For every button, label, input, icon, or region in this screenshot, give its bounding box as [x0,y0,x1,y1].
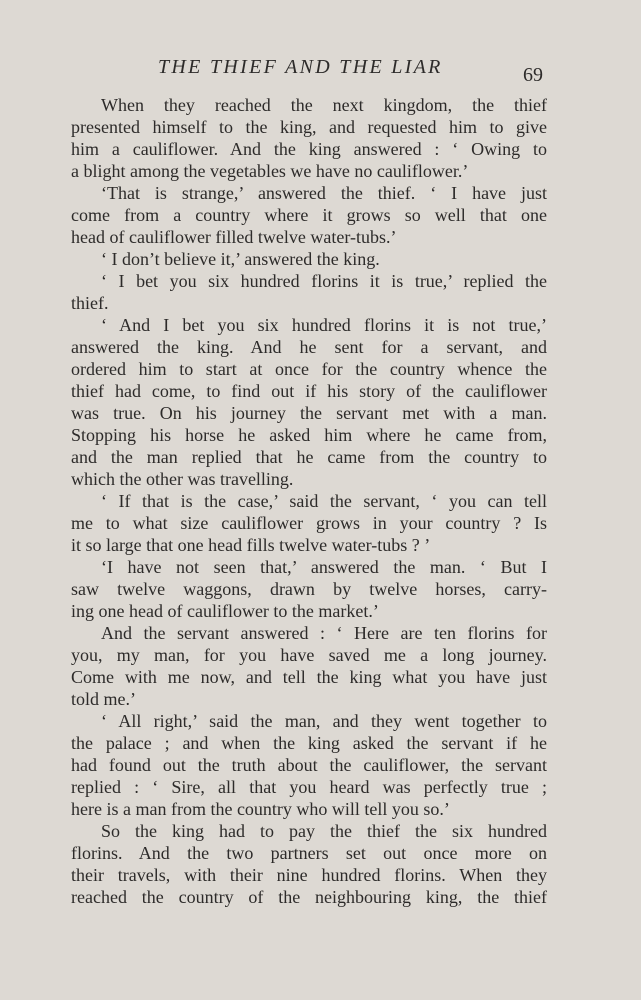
running-title: THE THIEF AND THE LIAR [158,56,443,78]
text-line: their travels, with their nine hundred florins. When they [71,865,547,885]
text-line: and the man replied that he came from the country to [71,447,547,467]
text-line: a blight among the vegetables we have no cauliflower.’ [71,161,469,181]
running-header [0,56,641,90]
text-line: ‘ All right,’ said the man, and they went together to [101,711,547,731]
text-line: ing one head of cauliflower to the market.’ [71,601,379,621]
text-line: ‘ I bet you six hundred florins it is true,’ replied the [101,271,547,291]
text-line: answered the king. And he sent for a servant, and [71,337,547,357]
text-line: replied : ‘ Sire, all that you heard was perfectly true ; [71,777,547,797]
text-line: thief. [71,293,109,313]
text-line: ‘ If that is the case,’ said the servant, ‘ you can tell [101,491,547,511]
text-line: ‘That is strange,’ answered the thief. ‘ I have just [101,183,547,203]
text-line: When they reached the next kingdom, the thief [101,95,547,115]
text-line: the palace ; and when the king asked the servant if he [71,733,547,753]
text-line: was true. On his journey the servant met with a man. [71,403,547,423]
text-line: me to what size cauliflower grows in your country ? Is [71,513,547,533]
text-line: Stopping his horse he asked him where he came from, [71,425,547,445]
text-line: you, my man, for you have saved me a long journey. [71,645,547,665]
text-line: here is a man from the country who will tell you so.’ [71,799,450,819]
text-line: presented himself to the king, and requested him to give [71,117,547,137]
text-line: reached the country of the neighbouring king, the thief [71,887,547,907]
text-line: ‘ And I bet you six hundred florins it is not true,’ [101,315,547,335]
text-line: So the king had to pay the thief the six hundred [101,821,547,841]
text-line: thief had come, to find out if his story of the cauliflower [71,381,547,401]
text-line: ‘ I don’t believe it,’ answered the king. [101,249,380,269]
text-line: it so large that one head fills twelve water-tubs ? ’ [71,535,431,555]
text-line: Come with me now, and tell the king what you have just [71,667,547,687]
text-line: told me.’ [71,689,136,709]
text-line: head of cauliflower filled twelve water-tubs.’ [71,227,397,247]
text-line: which the other was travelling. [71,469,294,489]
text-line: ‘I have not seen that,’ answered the man. ‘ But I [101,557,547,577]
text-line: him a cauliflower. And the king answered : ‘ Owing to [71,139,547,159]
page-number: 69 [523,64,543,86]
text-line: had found out the truth about the cauliflower, the servant [71,755,547,775]
text-line: florins. And the two partners set out once more on [71,843,547,863]
text-line: ordered him to start at once for the country whence the [71,359,547,379]
text-line: come from a country where it grows so well that one [71,205,547,225]
text-line: And the servant answered : ‘ Here are ten florins for [101,623,547,643]
body-text [71,94,547,908]
text-line: saw twelve waggons, drawn by twelve horses, carry- [71,579,547,599]
